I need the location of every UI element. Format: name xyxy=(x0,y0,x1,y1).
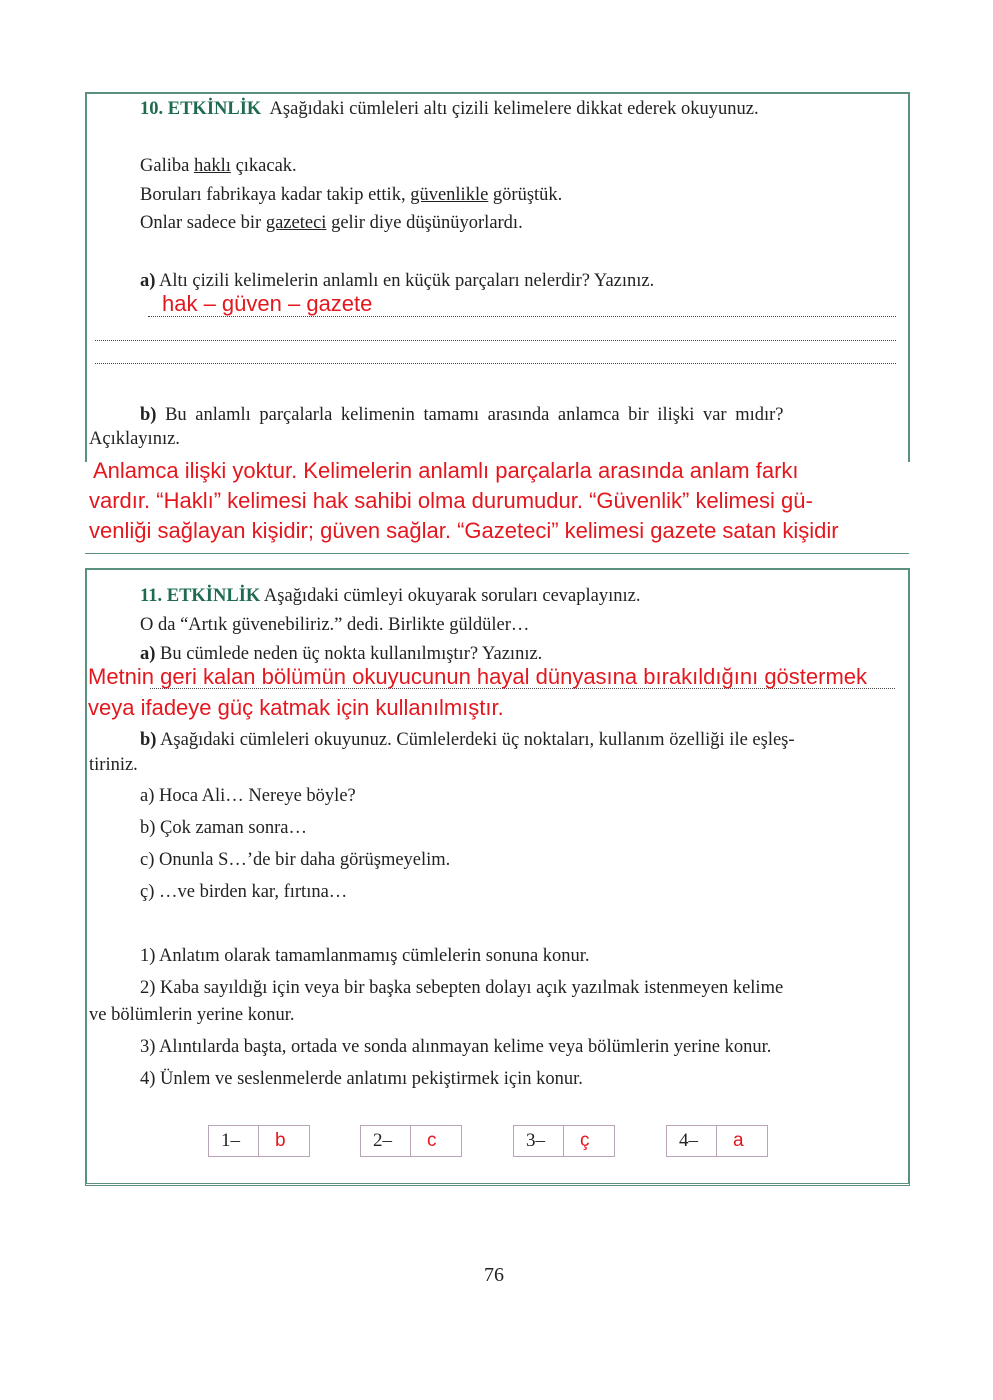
sentence-3 xyxy=(140,213,523,234)
answer-line xyxy=(148,316,896,317)
sentence-text: görüştük. xyxy=(488,185,563,205)
activity-11-instruction: Aşağıdaki cümleyi okuyarak soruları cevaplayınız. xyxy=(263,586,641,606)
answer-10a: hak – güven – gazete xyxy=(162,291,373,316)
use-4: 4) Ünlem ve seslenmelerde anlatımı pekiştirmek için konur. xyxy=(140,1069,583,1089)
use-2-cont: ve bölümlerin yerine konur. xyxy=(89,1005,295,1025)
answer-line xyxy=(95,340,896,341)
question-text: Bu cümlede neden üç nokta kullanılmıştır? Yazınız. xyxy=(160,644,543,664)
sentence-text: Onlar sadece bir xyxy=(140,213,266,233)
question-label: b) xyxy=(140,405,157,425)
question-label: a) xyxy=(140,271,156,291)
answer-line xyxy=(95,363,896,364)
activity-10-instruction: Aşağıdaki cümleleri altı çizili kelimelere dikkat ederek okuyunuz. xyxy=(269,99,759,119)
question-10b xyxy=(140,405,784,426)
match-answer[interactable]: c xyxy=(427,1130,437,1151)
sentence-text: Galiba xyxy=(140,156,194,176)
option-a: a) Hoca Ali… Nereye böyle? xyxy=(140,786,356,806)
question-11b-cont: tiriniz. xyxy=(89,755,138,775)
question-11b xyxy=(140,730,795,751)
underlined-word: haklı xyxy=(193,156,231,176)
match-answer[interactable]: b xyxy=(275,1130,286,1151)
use-1: 1) Anlatım olarak tamamlanmamış cümlelerin sonuna konur. xyxy=(140,946,590,966)
question-10b-cont: Açıklayınız. xyxy=(89,429,180,449)
match-number: 1– xyxy=(209,1126,259,1156)
match-box-1 xyxy=(208,1125,310,1157)
use-3: 3) Alıntılarda başta, ortada ve sonda alınmayan kelime veya bölümlerin yerine konur. xyxy=(140,1037,772,1057)
use-2: 2) Kaba sayıldığı için veya bir başka sebepten dolayı açık yazılmak istenmeyen kelime xyxy=(140,978,784,998)
question-11a xyxy=(140,644,542,665)
answer-10b-line: vardır. “Haklı” kelimesi hak sahibi olma durumudur. “Güvenlik” kelimesi gü- xyxy=(89,488,813,513)
option-cc: ç) …ve birden kar, fırtına… xyxy=(140,882,348,902)
activity-11-heading xyxy=(140,586,640,607)
sentence-text: Boruları fabrikaya kadar takip ettik, xyxy=(140,185,411,205)
match-number: 3– xyxy=(514,1126,564,1156)
match-number: 4– xyxy=(667,1126,717,1156)
match-answer[interactable]: a xyxy=(733,1130,744,1151)
sentence-2 xyxy=(140,185,562,206)
sentence-1 xyxy=(140,156,297,177)
question-10a xyxy=(140,271,654,292)
section-divider xyxy=(85,553,909,554)
question-text: Aşağıdaki cümleleri okuyunuz. Cümlelerdeki üç noktaları, kullanım özelliği ile eşleş- xyxy=(160,730,795,750)
option-b: b) Çok zaman sonra… xyxy=(140,818,307,838)
page-number: 76 xyxy=(484,1264,504,1286)
answer-10b-line: Anlamca ilişki yoktur. Kelimelerin anlamlı parçalarla arasında anlam farkı xyxy=(93,458,799,483)
match-box-3 xyxy=(513,1125,615,1157)
underlined-word: gazeteci xyxy=(265,213,327,233)
activity-10-number: 10. ETKİNLİK xyxy=(140,99,262,119)
match-number: 2– xyxy=(361,1126,411,1156)
question-text: Bu anlamlı parçalarla kelimenin tamamı arasında anlamca bir ilişki var mıdır? xyxy=(165,405,784,425)
match-answer[interactable]: ç xyxy=(580,1130,590,1151)
question-label: b) xyxy=(140,730,157,750)
question-text: Altı çizili kelimelerin anlamlı en küçük parçaları nelerdir? Yazınız. xyxy=(159,271,655,291)
activity-10-heading xyxy=(140,99,759,120)
match-box-2 xyxy=(360,1125,462,1157)
answer-11a-line: Metnin geri kalan bölümün okuyucunun hayal dünyasına bırakıldığını göstermek xyxy=(88,664,868,689)
sentence-text: çıkacak. xyxy=(230,156,297,176)
underlined-word: güvenlikle xyxy=(410,185,489,205)
activity-11-number: 11. ETKİNLİK xyxy=(140,586,261,606)
match-box-4 xyxy=(666,1125,768,1157)
activity-11-sentence: O da “Artık güvenebiliriz.” dedi. Birlikte güldüler… xyxy=(140,615,530,635)
option-c: c) Onunla S…’de bir daha görüşmeyelim. xyxy=(140,850,451,870)
sentence-text: gelir diye düşünüyorlardı. xyxy=(326,213,523,233)
answer-10b-line: venliği sağlayan kişidir; güven sağlar. “Gazeteci” kelimesi gazete satan kişidir xyxy=(89,518,839,543)
answer-11a-line: veya ifadeye güç katmak için kullanılmıştır. xyxy=(88,695,504,720)
question-label: a) xyxy=(140,644,156,664)
